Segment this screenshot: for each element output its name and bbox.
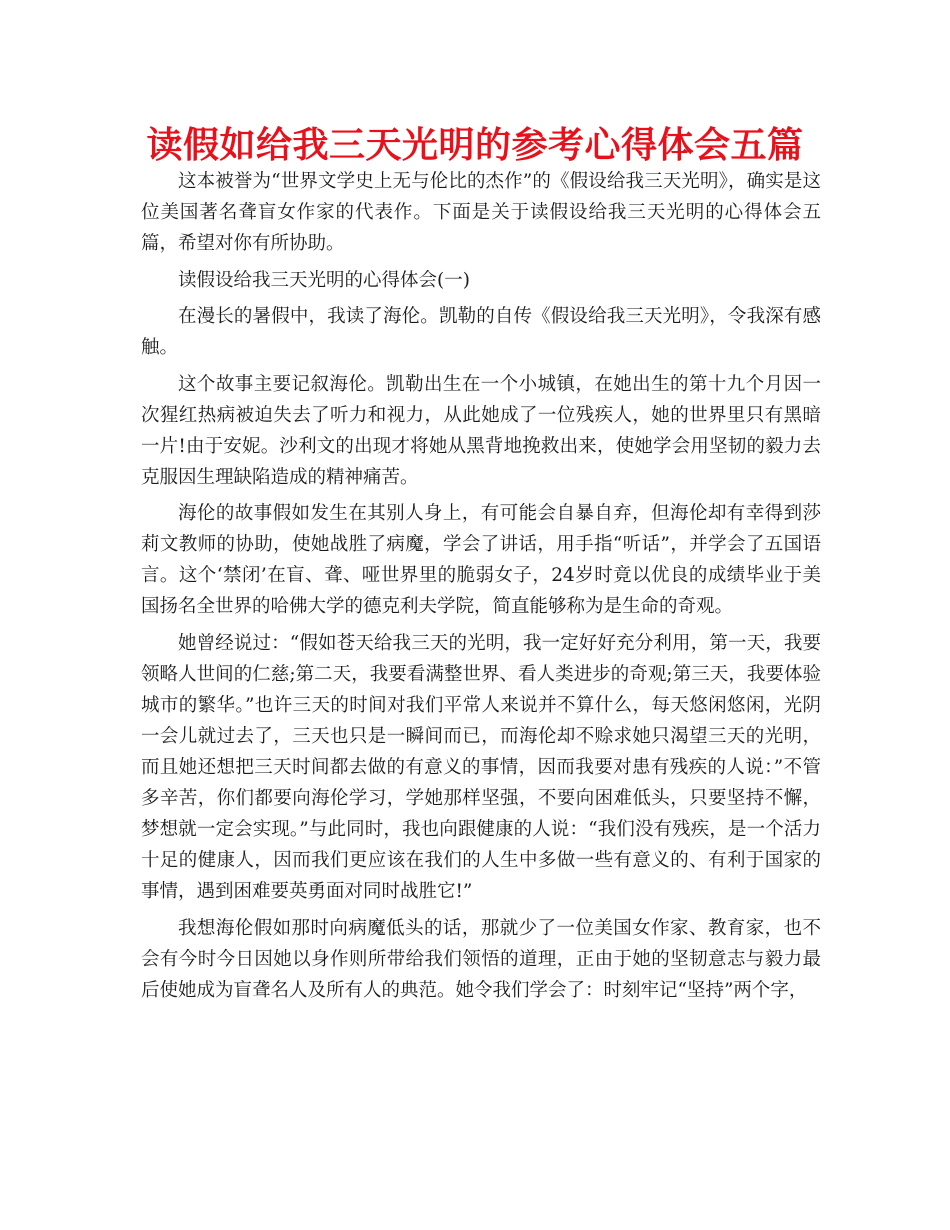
paragraph-intro: 这本被誉为“世界文学史上无与伦比的杰作”的《假设给我三天光明》，确实是这位美国著名聋盲女作家的代表作。下面是关于读假设给我三天光明的心得体会五篇，希望对你有所协助。 <box>141 171 821 254</box>
paragraph: 她曾经说过：“假如苍天给我三天的光明，我一定好好充分利用，第一天，我要领略人世间的仁慈;第二天，我要看满整世界、看人类进步的奇观;第三天，我要体验城市的繁华。”也许三天的时间对我们平常人来说并不算什么，每天悠闲悠闲，光阴一会儿就过去了，三天也只是一瞬间而已，而海伦却不赊求她只渴望三天的光明，而且她还想把三天时间都去做的有意义的事情，因而我要对患有残疾的人说：”不管多辛苦，你们都要向海伦学习，学她那样坚强，不要向困难低头，只要坚持不懈，梦想就一定会实现。”与此同时，我也向跟健康的人说：“我们没有残疾，是一个活力十足的健康人，因而我们更应该在我们的人生中多做一些有意义的、有利于国家的事情，遇到困难要英勇面对同时战胜它!” <box>141 632 821 902</box>
document-title: 读假如给我三天光明的参考心得体会五篇 <box>146 125 804 166</box>
paragraph: 这个故事主要记叙海伦。凯勒出生在一个小城镇，在她出生的第十九个月因一次猩红热病被迫失去了听力和视力，从此她成了一位残疾人，她的世界里只有黑暗一片!由于安妮。沙利文的出现才将她从黑背地挽救出来，使她学会用坚韧的毅力去克服因生理缺陷造成的精神痛苦。 <box>141 373 821 488</box>
section-heading: 读假设给我三天光明的心得体会(一) <box>178 269 470 291</box>
document-body <box>141 166 821 1011</box>
paragraph: 海伦的故事假如发生在其别人身上，有可能会自暴自弃，但海伦却有幸得到莎莉文教师的协助，使她战胜了病魔，学会了讲话，用手指“听话”，并学会了五国语言。这个‘禁闭’在盲、聋、哑世界里的脆弱女子，24岁时竟以优良的成绩毕业于美国扬名全世界的哈佛大学的德克利夫学院，简直能够称为是生命的奇观。 <box>141 503 821 618</box>
paragraph: 我想海伦假如那时向病魔低头的话，那就少了一位美国女作家、教育家，也不会有今时今日因她以身作则所带给我们领悟的道理，正由于她的坚韧意志与毅力最后使她成为盲聋名人及所有人的典范。她令我们学会了：时刻牢记“坚持”两个字， <box>141 917 821 1001</box>
paragraph: 在漫长的暑假中，我读了海伦。凯勒的自传《假设给我三天光明》，令我深有感触。 <box>141 306 821 359</box>
